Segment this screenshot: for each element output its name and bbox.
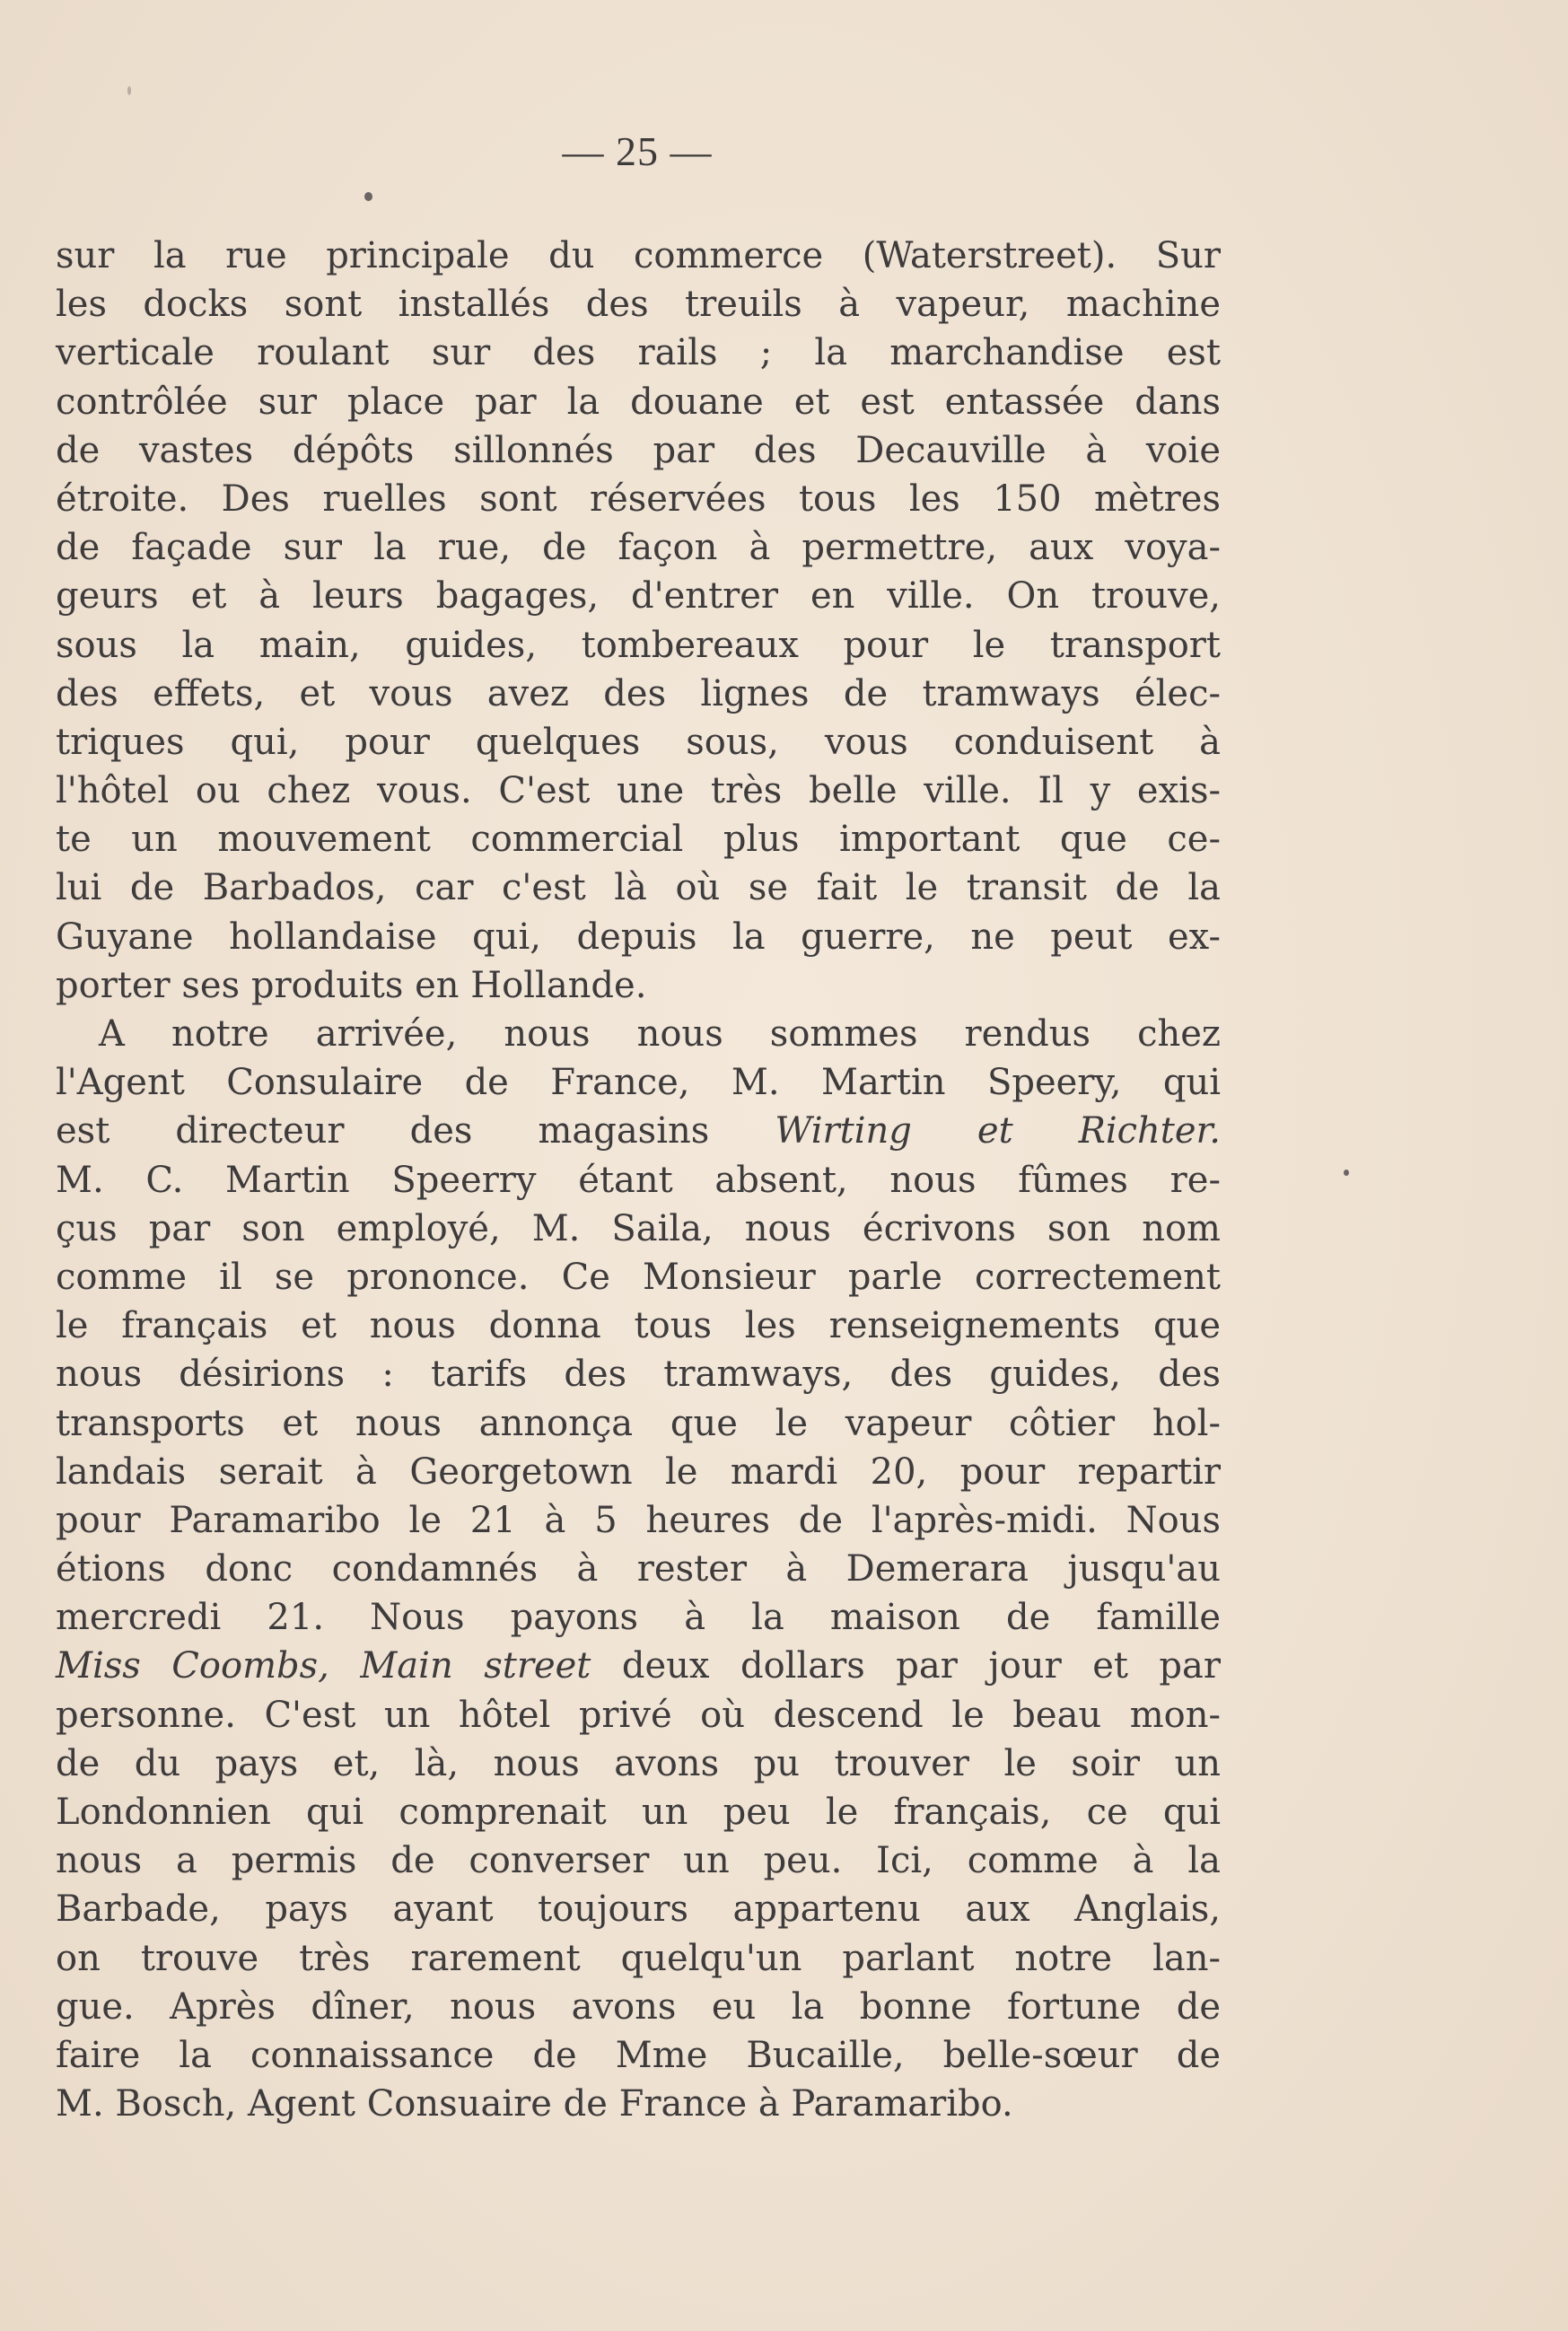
text-line: pour Paramaribo le 21 à 5 heures de l'après-midi. Nous (56, 1499, 1221, 1541)
paragraph (56, 232, 1221, 1010)
paper-speck (364, 192, 372, 201)
text-line: mercredi 21. Nous payons à la maison de famille (56, 1597, 1221, 1639)
text-line: sous la main, guides, tombereaux pour le transport (56, 624, 1221, 666)
text-line: M. Bosch, Agent Consuaire de France à Paramaribo. (56, 2083, 1013, 2125)
italic-address: Miss Coombs, Main street (56, 1645, 591, 1687)
text-line: de façade sur la rue, de façon à permettre, aux voya- (56, 527, 1221, 569)
italic-company-name: Wirting et Richter. (775, 1110, 1221, 1152)
text-line: on trouve très rarement quelqu'un parlant notre lan- (56, 1937, 1221, 1979)
body-text (56, 232, 1221, 2128)
text-segment: est directeur des magasins (56, 1110, 710, 1152)
text-line: nous désirions : tarifs des tramways, des guides, des (56, 1354, 1221, 1396)
text-line: porter ses produits en Hollande. (56, 964, 647, 1006)
text-line: des effets, et vous avez des lignes de tramways élec- (56, 672, 1221, 714)
text-line: l'Agent Consulaire de France, M. Martin Speery, qui (56, 1062, 1221, 1104)
text-line: l'hôtel ou chez vous. C'est une très belle ville. Il y exis- (56, 770, 1221, 812)
text-line: A notre arrivée, nous nous sommes rendus chez (99, 1013, 1221, 1055)
paragraph (56, 1010, 1221, 2128)
text-line: geurs et à leurs bagages, d'entrer en ville. On trouve, (56, 575, 1221, 618)
text-line (56, 1107, 1221, 1155)
text-line: te un mouvement commercial plus important que ce- (56, 819, 1221, 861)
paper-speck (1344, 1170, 1349, 1176)
text-line: le français et nous donna tous les renseignements que (56, 1305, 1221, 1347)
text-line: faire la connaissance de Mme Bucaille, belle-sœur de (56, 2034, 1221, 2076)
text-line: Barbade, pays ayant toujours appartenu aux Anglais, (56, 1888, 1221, 1931)
text-line: de du pays et, là, nous avons pu trouver le soir un (56, 1742, 1221, 1784)
text-segment: deux dollars par jour et par (621, 1645, 1222, 1687)
text-line: triques qui, pour quelques sous, vous conduisent à (56, 721, 1221, 763)
text-line: étions donc condamnés à rester à Demerara jusqu'au (56, 1548, 1221, 1591)
text-line: Londonnien qui comprenait un peu le français, ce qui (56, 1792, 1221, 1833)
text-line: personne. C'est un hôtel privé où descend le beau mon- (56, 1694, 1221, 1736)
text-line: de vastes dépôts sillonnés par des Decauville à voie (56, 429, 1221, 471)
text-line: les docks sont installés des treuils à vapeur, machine (56, 284, 1221, 326)
paper-speck (127, 86, 131, 95)
text-line: nous a permis de converser un peu. Ici, comme à la (56, 1840, 1221, 1882)
text-line: comme il se prononce. Ce Monsieur parle correctement (56, 1256, 1221, 1298)
text-line: gue. Après dîner, nous avons eu la bonne fortune de (56, 1985, 1221, 2028)
text-line: lui de Barbados, car c'est là où se fait le transit de la (56, 867, 1221, 909)
page-number: — 25 — (562, 128, 713, 174)
text-line (56, 1642, 1221, 1690)
text-line: çus par son employé, M. Saila, nous écrivons son nom (56, 1207, 1221, 1249)
text-line: transports et nous annonça que le vapeur côtier hol- (56, 1402, 1221, 1444)
text-line: verticale roulant sur des rails ; la marchandise est (56, 332, 1221, 374)
text-line: landais serait à Georgetown le mardi 20, pour repartir (56, 1450, 1221, 1493)
text-line: étroite. Des ruelles sont réservées tous les 150 mètres (56, 478, 1221, 520)
text-line: contrôlée sur place par la douane et est entassée dans (56, 381, 1221, 423)
text-line: Guyane hollandaise qui, depuis la guerre, ne peut ex- (56, 916, 1221, 958)
text-line: sur la rue principale du commerce (Waterstreet). Sur (56, 235, 1221, 276)
text-line: M. C. Martin Speerry étant absent, nous fûmes re- (56, 1159, 1221, 1201)
